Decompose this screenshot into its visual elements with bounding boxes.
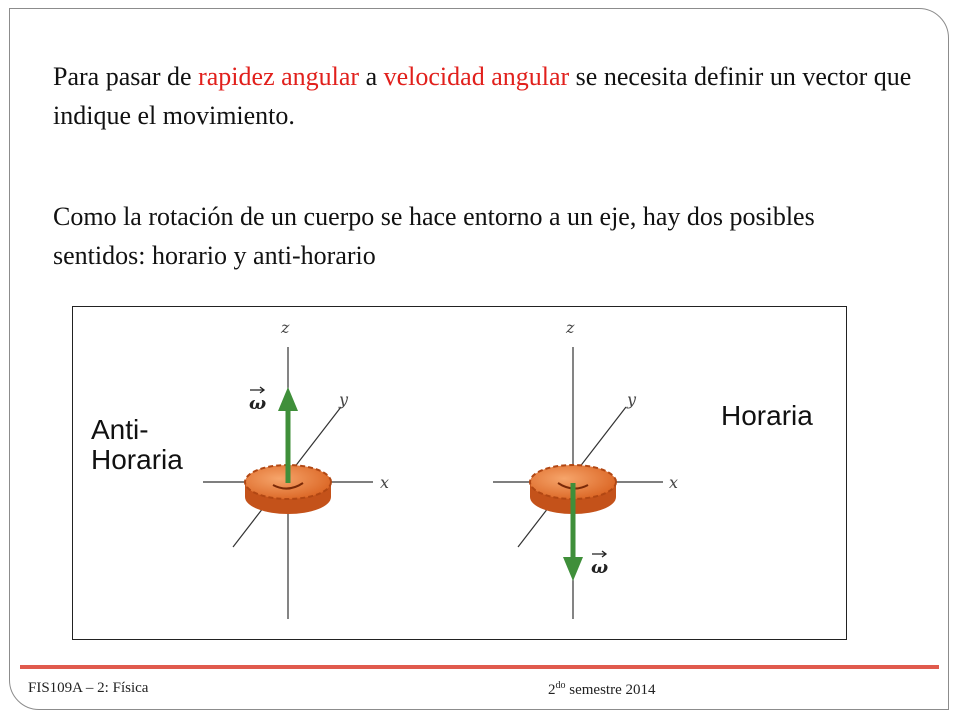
footer-rule <box>20 665 939 669</box>
label-anti-horaria <box>91 415 183 475</box>
right-z-label: z <box>566 318 575 337</box>
label-anti-line1: Anti- <box>91 414 149 445</box>
semester-text: semestre 2014 <box>565 682 656 698</box>
semester-ordinal: do <box>555 680 566 691</box>
left-x-label: x <box>380 473 390 492</box>
highlight-velocidad-angular: velocidad angular <box>383 62 570 91</box>
rotation-diagram <box>73 307 847 640</box>
text-segment: se necesita definir un vector que indique el movimiento. <box>53 62 912 130</box>
semester-number: 2 <box>548 682 556 698</box>
right-omega-arrowhead <box>563 557 583 581</box>
label-anti-line2: Horaria <box>91 444 183 475</box>
left-omega-label: ω <box>249 393 267 414</box>
footer-semester <box>548 680 655 699</box>
footer-course: FIS109A – 2: Física <box>28 680 149 696</box>
rotation-figure <box>72 306 847 640</box>
highlight-rapidez-angular: rapidez angular <box>198 62 360 91</box>
text-segment: Para pasar de <box>53 62 199 91</box>
paragraph-definition <box>53 57 913 135</box>
text-segment: a <box>359 62 384 91</box>
paragraph-rotation-senses: Como la rotación de un cuerpo se hace entorno a un eje, hay dos posibles sentidos: horario y anti-horario <box>53 202 815 270</box>
left-y-label: y <box>339 390 349 409</box>
right-y-label: y <box>627 390 637 409</box>
left-diagram <box>203 347 373 619</box>
left-z-label: z <box>281 318 290 337</box>
right-omega-label: ω <box>591 557 609 578</box>
right-x-label: x <box>669 473 679 492</box>
left-omega-arrowhead <box>278 387 298 411</box>
label-horaria: Horaria <box>721 400 813 431</box>
right-diagram <box>493 347 663 619</box>
